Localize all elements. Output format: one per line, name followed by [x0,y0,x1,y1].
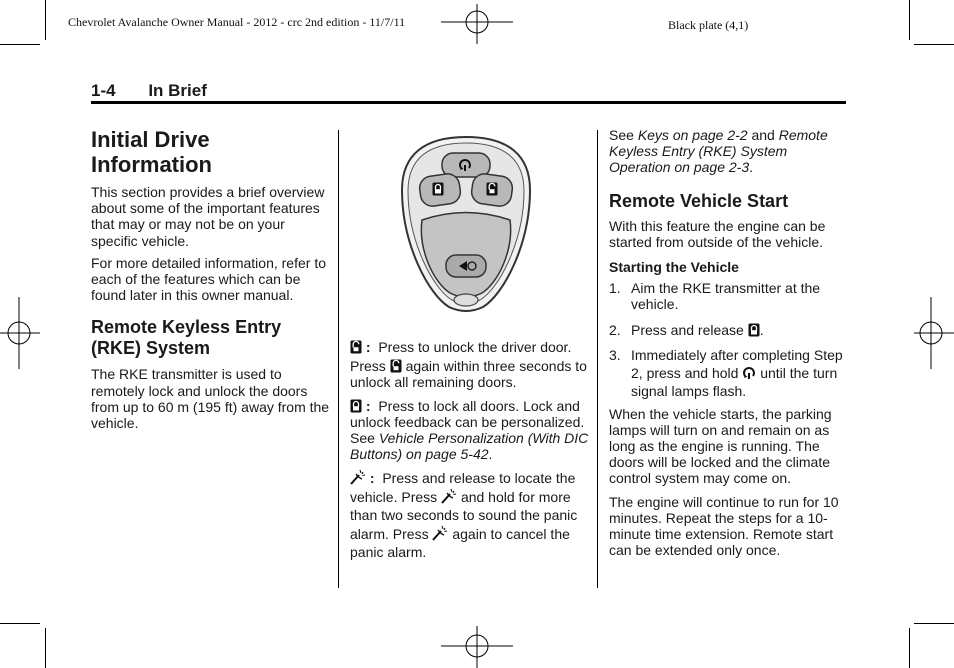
remote-start-paragraph: With this feature the engine can be started from outside of the vehicle. [609,217,826,250]
step-number: 1. [609,280,621,297]
lock-description [350,398,590,463]
column-divider [597,130,598,588]
column-1 [91,127,331,431]
when-starts-paragraph: When the vehicle starts, the parking lamps will turn on and remain on as long as the engine is running. The doors will be locked and the climate control system may come on. [609,405,832,487]
intro-paragraph: This section provides a brief overview about some of the important features that may or may not be on your specific vehicle. [91,184,325,249]
lock-icon [748,323,760,337]
step-end: . [759,322,764,339]
lock-reference: Vehicle Personalization (With DIC Buttons) on page 5-42 [350,430,589,463]
column-divider [338,130,339,588]
unlock-text-a: Press to unlock the driver door. [378,339,572,355]
rke-heading: Remote Keyless Entry (RKE) System [91,317,282,359]
registration-crosshair [441,4,513,44]
crop-mark [909,0,910,40]
info-paragraph: For more detailed information, refer to each of the features which can be found later in this owner manual. [91,254,326,304]
lock-icon [350,399,362,413]
registration-crosshair [914,297,954,369]
step-text-end: until the turn signal lamps flash. [631,364,838,399]
engine-run-paragraph: The engine will continue to run for 10 minutes. Repeat the steps for a 10-minute time extension. Remote start can be extended only once. [609,493,839,559]
horn-text-a: Press and release to locate the vehicle. Press [350,470,576,505]
ref-end: . [749,159,753,176]
step-1 [609,280,846,312]
remote-start-heading: Remote Vehicle Start [609,190,789,211]
step-2 [609,322,846,338]
step-text: Aim the RKE transmitter at the vehicle. [631,280,821,313]
key-fob-illustration [398,135,534,315]
registration-crosshair [0,297,40,369]
crop-mark [0,623,40,624]
crop-mark [914,623,954,624]
step-3 [609,346,846,400]
unlock-separator: : [365,339,371,355]
rke-paragraph: The RKE transmitter is used to remotely lock and unlock the doors from up to 60 m (195 ft) away from the vehicle. [91,366,330,432]
horn-description [350,469,590,562]
unlock-text-b2: again within three seconds to unlock all remaining doors. [350,358,587,391]
section-rule [91,101,846,104]
crop-mark [909,628,910,668]
section-heading [91,81,207,101]
column-3 [609,127,846,558]
starting-heading: Starting the Vehicle [609,259,739,276]
unlock-description-2 [350,358,590,390]
column-2 [350,339,590,562]
and-text: and [751,127,775,143]
step-text: Press and release [631,322,744,339]
registration-crosshair [441,626,513,668]
see-text: See [609,127,634,143]
unlock-icon [350,340,362,354]
crop-mark [45,0,46,40]
crop-mark [914,44,954,45]
step-number: 2. [609,322,621,339]
horn-icon [432,525,448,541]
rke-reference: Remote Keyless Entry (RKE) System Operation on page 2-3 [609,127,828,176]
lock-end: . [488,446,493,463]
step-text: Immediately after completing Step 2, press and hold [631,346,843,381]
horn-icon [441,488,457,504]
horn-icon [350,469,366,485]
horn-separator: : [369,470,375,487]
step-number: 3. [609,346,621,363]
unlock-description [350,339,590,355]
page-title: Initial Drive Information [91,127,212,177]
header-left-text: Chevrolet Avalanche Owner Manual - 2012 - crc 2nd edition - 11/7/11 [68,15,406,29]
see-references [609,127,846,176]
section-number: 1-4 [91,81,116,100]
unlock-text-b1: Press [350,358,386,375]
section-title: In Brief [148,81,207,100]
lock-separator: : [365,397,371,414]
horn-text-b: and hold for more than two seconds to sound the panic alarm. Press [350,488,578,542]
remote-start-icon [742,366,756,380]
crop-mark [45,628,46,668]
header-right-text: Black plate (4,1) [668,18,749,32]
unlock-icon [390,359,402,373]
keys-reference: Keys on page 2-2 [637,127,748,143]
lock-text: Press to lock all doors. Lock and unlock feedback can be personalized. See [350,397,585,447]
horn-text-c: again to cancel the panic alarm. [350,525,570,561]
crop-mark [0,44,40,45]
